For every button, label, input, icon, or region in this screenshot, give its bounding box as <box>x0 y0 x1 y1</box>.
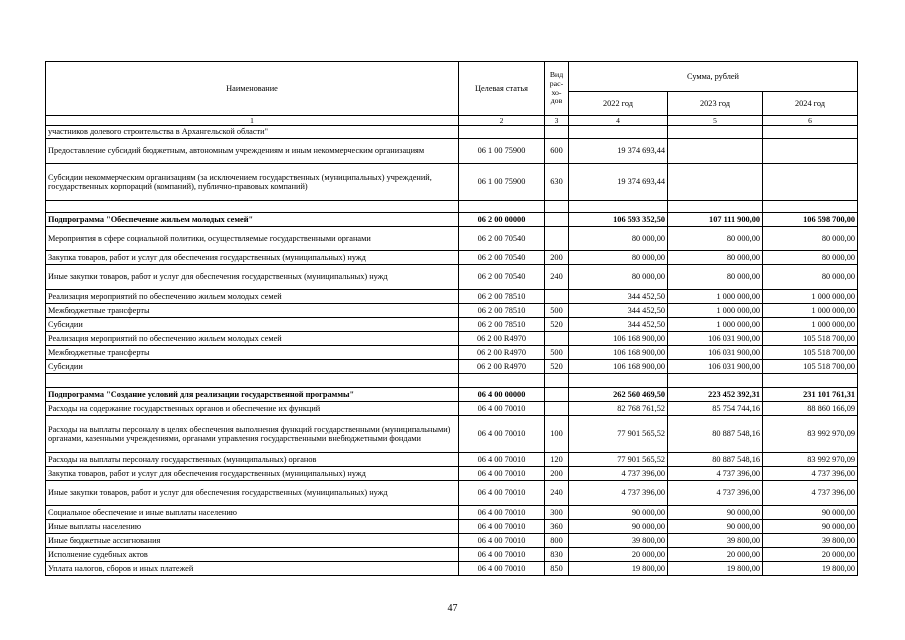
row-target-article: 06 2 00 78510 <box>459 290 545 304</box>
row-target-article: 06 4 00 70010 <box>459 506 545 520</box>
row-sum-2022 <box>569 374 668 388</box>
row-target-article: 06 2 00 70540 <box>459 251 545 265</box>
row-sum-2024: 4 737 396,00 <box>763 467 858 481</box>
table-row <box>46 374 858 388</box>
row-sum-2024: 4 737 396,00 <box>763 481 858 506</box>
table-row <box>46 520 858 534</box>
column-number: 5 <box>668 116 763 126</box>
row-sum-2023: 19 800,00 <box>668 562 763 576</box>
table-row <box>46 332 858 346</box>
row-expense-type: 600 <box>545 139 569 164</box>
row-target-article: 06 4 00 70010 <box>459 416 545 453</box>
row-name <box>46 201 459 213</box>
header-sum: Сумма, рублей <box>569 62 858 92</box>
table-row <box>46 548 858 562</box>
header-expense-type: Вид рас-хо-дов <box>545 62 569 116</box>
row-expense-type: 500 <box>545 346 569 360</box>
row-sum-2024: 1 000 000,00 <box>763 318 858 332</box>
row-expense-type: 120 <box>545 453 569 467</box>
row-sum-2022: 4 737 396,00 <box>569 481 668 506</box>
row-target-article: 06 4 00 70010 <box>459 562 545 576</box>
row-sum-2023 <box>668 139 763 164</box>
table-row <box>46 346 858 360</box>
header-year-2024: 2024 год <box>763 92 858 116</box>
table-row <box>46 164 858 201</box>
row-expense-type <box>545 290 569 304</box>
row-sum-2023: 4 737 396,00 <box>668 467 763 481</box>
row-name: Мероприятия в сфере социальной политики, осуществляемые государственными органами <box>46 227 459 251</box>
row-sum-2024: 83 992 970,09 <box>763 416 858 453</box>
row-sum-2023: 1 000 000,00 <box>668 304 763 318</box>
row-sum-2022: 19 374 693,44 <box>569 139 668 164</box>
row-name: Иные выплаты населению <box>46 520 459 534</box>
row-sum-2023: 80 000,00 <box>668 251 763 265</box>
row-name: Межбюджетные трансферты <box>46 304 459 318</box>
table-row <box>46 453 858 467</box>
row-sum-2024: 105 518 700,00 <box>763 332 858 346</box>
row-target-article: 06 2 00 78510 <box>459 304 545 318</box>
row-target-article: 06 2 00 00000 <box>459 213 545 227</box>
row-sum-2022 <box>569 201 668 213</box>
row-sum-2022: 344 452,50 <box>569 304 668 318</box>
row-expense-type: 100 <box>545 416 569 453</box>
row-sum-2024: 90 000,00 <box>763 520 858 534</box>
row-sum-2023: 80 887 548,16 <box>668 416 763 453</box>
table-row <box>46 318 858 332</box>
row-name <box>46 374 459 388</box>
row-target-article <box>459 126 545 139</box>
table-row <box>46 562 858 576</box>
row-name: Субсидии <box>46 360 459 374</box>
column-number: 6 <box>763 116 858 126</box>
row-sum-2024 <box>763 164 858 201</box>
row-name: Подпрограмма "Создание условий для реализации государственной программы" <box>46 388 459 402</box>
row-name: Предоставление субсидий бюджетным, автономным учреждениям и иным некоммерческим организациям <box>46 139 459 164</box>
row-sum-2022: 82 768 761,52 <box>569 402 668 416</box>
row-target-article: 06 4 00 70010 <box>459 402 545 416</box>
row-sum-2024: 88 860 166,09 <box>763 402 858 416</box>
row-sum-2023: 106 031 900,00 <box>668 360 763 374</box>
row-expense-type: 200 <box>545 251 569 265</box>
row-target-article: 06 1 00 75900 <box>459 164 545 201</box>
row-expense-type: 240 <box>545 481 569 506</box>
row-sum-2023: 80 887 548,16 <box>668 453 763 467</box>
row-target-article: 06 2 00 70540 <box>459 265 545 290</box>
row-expense-type <box>545 213 569 227</box>
row-sum-2023: 4 737 396,00 <box>668 481 763 506</box>
row-expense-type: 240 <box>545 265 569 290</box>
row-name: Расходы на выплаты персоналу государственных (муниципальных) органов <box>46 453 459 467</box>
row-expense-type <box>545 332 569 346</box>
row-sum-2023 <box>668 201 763 213</box>
row-sum-2022: 344 452,50 <box>569 290 668 304</box>
row-name: Иные бюджетные ассигнования <box>46 534 459 548</box>
row-sum-2024 <box>763 374 858 388</box>
budget-table <box>45 61 858 576</box>
table-row <box>46 534 858 548</box>
row-sum-2023 <box>668 126 763 139</box>
row-sum-2023: 106 031 900,00 <box>668 346 763 360</box>
table-row <box>46 402 858 416</box>
row-sum-2024: 105 518 700,00 <box>763 360 858 374</box>
column-number: 1 <box>46 116 459 126</box>
table-row <box>46 251 858 265</box>
row-target-article: 06 4 00 70010 <box>459 548 545 562</box>
row-name: Иные закупки товаров, работ и услуг для обеспечения государственных (муниципальных) нужд <box>46 265 459 290</box>
table-row <box>46 290 858 304</box>
row-sum-2024: 90 000,00 <box>763 506 858 520</box>
row-name: участников долевого строительства в Архангельской области" <box>46 126 459 139</box>
row-sum-2023: 1 000 000,00 <box>668 290 763 304</box>
row-target-article: 06 4 00 00000 <box>459 388 545 402</box>
row-sum-2024: 83 992 970,09 <box>763 453 858 467</box>
table-row <box>46 201 858 213</box>
column-number: 3 <box>545 116 569 126</box>
row-sum-2024: 20 000,00 <box>763 548 858 562</box>
row-expense-type: 830 <box>545 548 569 562</box>
row-sum-2022: 106 168 900,00 <box>569 346 668 360</box>
row-expense-type <box>545 126 569 139</box>
column-number: 2 <box>459 116 545 126</box>
row-name: Закупка товаров, работ и услуг для обеспечения государственных (муниципальных) нужд <box>46 467 459 481</box>
header-name: Наименование <box>46 62 459 116</box>
row-sum-2022: 19 800,00 <box>569 562 668 576</box>
row-sum-2022: 106 168 900,00 <box>569 332 668 346</box>
row-name: Субсидии <box>46 318 459 332</box>
table-row <box>46 388 858 402</box>
row-name: Межбюджетные трансферты <box>46 346 459 360</box>
page-number: 47 <box>447 603 458 614</box>
row-expense-type: 360 <box>545 520 569 534</box>
row-target-article: 06 4 00 70010 <box>459 481 545 506</box>
table-header <box>46 62 858 126</box>
row-sum-2023: 85 754 744,16 <box>668 402 763 416</box>
row-sum-2022: 77 901 565,52 <box>569 416 668 453</box>
row-name: Подпрограмма "Обеспечение жильем молодых семей" <box>46 213 459 227</box>
row-name: Расходы на содержание государственных органов и обеспечение их функций <box>46 402 459 416</box>
table-row <box>46 227 858 251</box>
row-sum-2023: 90 000,00 <box>668 520 763 534</box>
row-expense-type <box>545 388 569 402</box>
row-target-article: 06 2 00 78510 <box>459 318 545 332</box>
row-sum-2024: 80 000,00 <box>763 227 858 251</box>
table-row <box>46 213 858 227</box>
row-sum-2022: 80 000,00 <box>569 251 668 265</box>
row-sum-2023: 223 452 392,31 <box>668 388 763 402</box>
row-sum-2022: 77 901 565,52 <box>569 453 668 467</box>
table-row <box>46 416 858 453</box>
row-target-article: 06 2 00 R4970 <box>459 332 545 346</box>
row-sum-2024: 1 000 000,00 <box>763 304 858 318</box>
row-sum-2024: 80 000,00 <box>763 265 858 290</box>
row-expense-type: 520 <box>545 318 569 332</box>
row-sum-2024: 231 101 761,31 <box>763 388 858 402</box>
row-name: Субсидии некоммерческим организациям (за исключением государственных (муниципальных) учреждений, государственных корпораций (компаний), публично-правовых компаний) <box>46 164 459 201</box>
header-article: Целевая статья <box>459 62 545 116</box>
row-sum-2022: 90 000,00 <box>569 506 668 520</box>
row-sum-2023: 1 000 000,00 <box>668 318 763 332</box>
row-target-article: 06 4 00 70010 <box>459 520 545 534</box>
header-year-2022: 2022 год <box>569 92 668 116</box>
row-sum-2023 <box>668 374 763 388</box>
row-sum-2022: 90 000,00 <box>569 520 668 534</box>
row-target-article: 06 4 00 70010 <box>459 453 545 467</box>
row-name: Исполнение судебных актов <box>46 548 459 562</box>
table-body <box>46 126 858 576</box>
header-year-2023: 2023 год <box>668 92 763 116</box>
row-sum-2022: 80 000,00 <box>569 227 668 251</box>
row-expense-type: 500 <box>545 304 569 318</box>
row-sum-2024: 39 800,00 <box>763 534 858 548</box>
row-sum-2022: 20 000,00 <box>569 548 668 562</box>
row-target-article <box>459 374 545 388</box>
row-sum-2022: 4 737 396,00 <box>569 467 668 481</box>
row-target-article: 06 1 00 75900 <box>459 139 545 164</box>
row-name: Реализация мероприятий по обеспечению жильем молодых семей <box>46 290 459 304</box>
row-sum-2024: 80 000,00 <box>763 251 858 265</box>
row-sum-2023: 80 000,00 <box>668 265 763 290</box>
row-sum-2023 <box>668 164 763 201</box>
row-sum-2023: 106 031 900,00 <box>668 332 763 346</box>
row-expense-type: 300 <box>545 506 569 520</box>
table-row <box>46 126 858 139</box>
row-expense-type: 200 <box>545 467 569 481</box>
row-expense-type <box>545 374 569 388</box>
row-name: Закупка товаров, работ и услуг для обеспечения государственных (муниципальных) нужд <box>46 251 459 265</box>
row-expense-type: 520 <box>545 360 569 374</box>
row-sum-2024: 19 800,00 <box>763 562 858 576</box>
row-name: Уплата налогов, сборов и иных платежей <box>46 562 459 576</box>
row-name: Реализация мероприятий по обеспечению жильем молодых семей <box>46 332 459 346</box>
row-name: Расходы на выплаты персоналу в целях обеспечения выполнения функций государственными (муниципальными) органами, казенными учреждениями, органами управления государственными внебюджетными фондами <box>46 416 459 453</box>
table-row <box>46 139 858 164</box>
row-sum-2024 <box>763 139 858 164</box>
row-sum-2024: 105 518 700,00 <box>763 346 858 360</box>
row-expense-type <box>545 227 569 251</box>
row-target-article: 06 4 00 70010 <box>459 534 545 548</box>
row-sum-2023: 107 111 900,00 <box>668 213 763 227</box>
row-sum-2022: 344 452,50 <box>569 318 668 332</box>
row-sum-2024 <box>763 126 858 139</box>
row-sum-2024 <box>763 201 858 213</box>
row-target-article: 06 4 00 70010 <box>459 467 545 481</box>
row-target-article <box>459 201 545 213</box>
row-sum-2022: 80 000,00 <box>569 265 668 290</box>
row-expense-type: 850 <box>545 562 569 576</box>
row-sum-2022: 106 593 352,50 <box>569 213 668 227</box>
row-sum-2022: 262 560 469,50 <box>569 388 668 402</box>
row-target-article: 06 2 00 70540 <box>459 227 545 251</box>
row-expense-type: 800 <box>545 534 569 548</box>
column-number: 4 <box>569 116 668 126</box>
row-expense-type <box>545 402 569 416</box>
row-sum-2024: 1 000 000,00 <box>763 290 858 304</box>
row-target-article: 06 2 00 R4970 <box>459 360 545 374</box>
table-row <box>46 506 858 520</box>
row-sum-2023: 80 000,00 <box>668 227 763 251</box>
table-row <box>46 360 858 374</box>
row-name: Социальное обеспечение и иные выплаты населению <box>46 506 459 520</box>
table-row <box>46 481 858 506</box>
row-sum-2023: 90 000,00 <box>668 506 763 520</box>
row-sum-2023: 39 800,00 <box>668 534 763 548</box>
row-sum-2024: 106 598 700,00 <box>763 213 858 227</box>
row-target-article: 06 2 00 R4970 <box>459 346 545 360</box>
row-sum-2022: 39 800,00 <box>569 534 668 548</box>
table-row <box>46 265 858 290</box>
row-sum-2022 <box>569 126 668 139</box>
row-sum-2022: 106 168 900,00 <box>569 360 668 374</box>
table-row <box>46 304 858 318</box>
row-name: Иные закупки товаров, работ и услуг для обеспечения государственных (муниципальных) нужд <box>46 481 459 506</box>
row-sum-2022: 19 374 693,44 <box>569 164 668 201</box>
row-sum-2023: 20 000,00 <box>668 548 763 562</box>
table-row <box>46 467 858 481</box>
column-number-row <box>46 116 858 126</box>
row-expense-type <box>545 201 569 213</box>
row-expense-type: 630 <box>545 164 569 201</box>
